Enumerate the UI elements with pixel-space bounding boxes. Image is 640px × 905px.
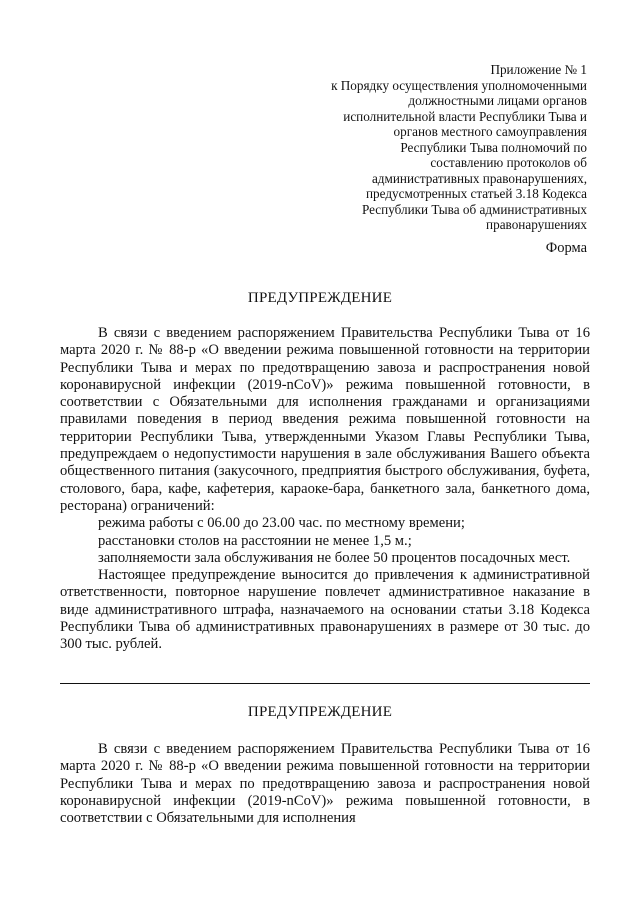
appendix-line: органов местного самоуправления — [393, 124, 587, 139]
warning-title-copy: ПРЕДУПРЕЖДЕНИЕ — [247, 704, 393, 720]
cut-line-divider — [60, 683, 590, 684]
appendix-line: Приложение № 1 — [490, 62, 587, 77]
warning-title: ПРЕДУПРЕЖДЕНИЕ — [247, 290, 393, 306]
appendix-line: Республики Тыва об административных — [361, 201, 587, 217]
appendix-header — [287, 62, 587, 233]
appendix-line: предусмотренных статьей 3.18 Кодекса — [366, 186, 587, 201]
warning-closing-paragraph: Настоящее предупреждение выносится до привлечения к административной ответственности, повторное нарушение повлечет административное наказание в виде административного штрафа, назначаемого на основании статьи 3.18 Кодекса Республики Тыва об административных правонарушениях в размере от 30 тыс. до 300 тыс. рублей. — [60, 567, 590, 653]
appendix-line: правонарушениях — [486, 217, 587, 232]
warning-body-copy — [60, 741, 590, 827]
appendix-line: составлению протоколов об — [430, 155, 587, 170]
warning-intro-paragraph: В связи с введением распоряжением Правительства Республики Тыва от 16 марта 2020 г. № 88-р «О введении режима повышенной готовности на территории Республики Тыва и мерах по предотвращению завоза и распространения новой коронавирусной инфекции (2019-nCoV)» режима повышенной готовности, в соответствии с Обязательными для исполнения гражданами и организациями правилами поведения в период введения режима повышенной готовности на территории Республики Тыва, утвержденными Указом Главы Республики Тыва, предупреждаем о недопустимости нарушения в зале обслуживания Вашего объекта общественного питания (закусочного, предприятия быстрого обслуживания, буфета, столового, бара, кафе, кафетерия, караоке-бара, банкетного зала, банкетного дома, ресторана) ограничений: — [60, 325, 590, 514]
warning-body — [60, 325, 590, 654]
restriction-item: режима работы с 06.00 до 23.00 час. по местному времени; — [98, 515, 465, 532]
appendix-line: исполнительной власти Республики Тыва и — [343, 108, 587, 124]
restriction-item: расстановки столов на расстоянии не менее 1,5 м.; — [98, 532, 412, 549]
appendix-line: к Порядку осуществления уполномоченными — [331, 77, 587, 93]
appendix-line: должностными лицами органов — [408, 93, 587, 108]
warning-intro-paragraph-copy: В связи с введением распоряжением Правительства Республики Тыва от 16 марта 2020 г. № 88-р «О введении режима повышенной готовности на территории Республики Тыва и мерах по предотвращению завоза и распространения новой коронавирусной инфекции (2019-nCoV)» режима повышенной готовности, в соответствии с Обязательными для исполнения — [60, 741, 590, 827]
appendix-line: административных правонарушениях, — [371, 170, 587, 186]
restriction-item: заполняемости зала обслуживания не более 50 процентов посадочных мест. — [98, 549, 571, 566]
form-label: Форма — [545, 240, 587, 256]
appendix-line: Республики Тыва полномочий по — [400, 139, 587, 155]
